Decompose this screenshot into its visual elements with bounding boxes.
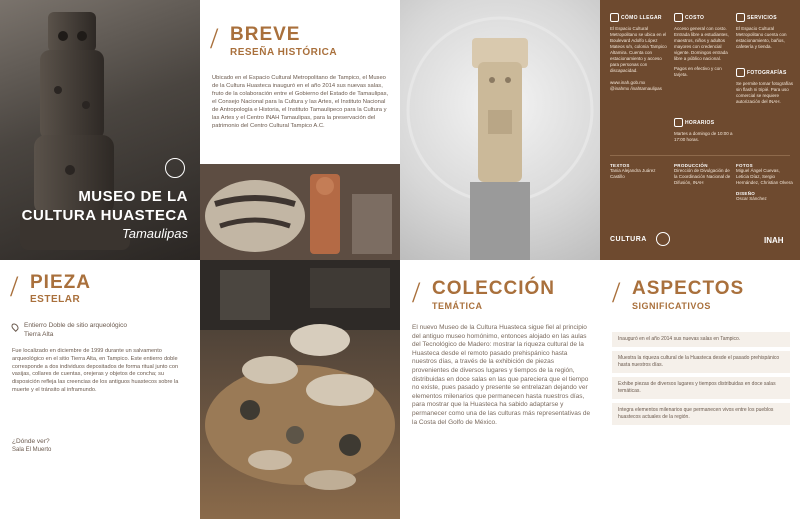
servicios-text: El Espacio Cultural Metropolitano cuenta con estacionamiento, baños, cafetería y tienda.: [736, 26, 787, 49]
cover-panel: [0, 0, 200, 260]
car-icon: [610, 13, 619, 22]
credit-produccion-title: PRODUCCIÓN: [674, 163, 708, 168]
burial-panel: [200, 260, 400, 519]
costo-section: [674, 13, 734, 78]
credit-diseno-title: DISEÑO: [736, 191, 756, 196]
como-llegar-text: El Espacio Cultural Metropolitano se ubica en el Boulevard Adolfo López Mateos s/n, colonia Tampico Altamira. Cuenta con estacionamiento y acceso para personas con discapacidad.: [610, 26, 667, 73]
cultura-logo: CULTURA: [610, 236, 647, 243]
credit-textos: [610, 163, 668, 180]
location-line-2: Tierra Alta: [24, 331, 54, 338]
cover-title-2: CULTURA HUASTECA: [21, 207, 188, 224]
aspectos-title: ASPECTOS: [632, 278, 745, 299]
horarios-text: Martes a domingo de 10:00 a 17:00 horas.: [674, 131, 733, 142]
fotos-title: FOTOGRAFÍAS: [747, 69, 787, 76]
resena-title: BREVE: [230, 24, 301, 45]
pieza-title: PIEZA: [30, 272, 91, 293]
aspecto-item-2: Muestra la riqueza cultural de la Huasteca desde el pasado prehispánico hasta nuestros días.: [612, 351, 790, 373]
costo-title: COSTO: [685, 14, 705, 21]
pagos-text: Pagos en efectivo y con tarjeta.: [674, 66, 722, 77]
resena-subtitle: RESEÑA HISTÓRICA: [230, 47, 338, 58]
pieza-subtitle: ESTELAR: [30, 294, 81, 305]
building-icon: [736, 13, 745, 22]
double-burial-image: [200, 260, 400, 519]
credit-fotos: [736, 163, 794, 202]
social-handles: @inahmx /inahtamaulipas: [610, 86, 662, 91]
figurine-panel: [400, 0, 600, 260]
credit-textos-text: Tania Alejandra Juárez Castillo: [610, 168, 656, 179]
resena-text: Ubicado en el Espacio Cultural Metropolitano de Tampico, el Museo de la Cultura Huasteca inauguró en el año 2014 sus nuevas salas, fruto de la colaboración entre el Gobierno del Estado de Tamaulipas, el Consejo Nacional para la Cultura y las Artes, el Instituto Nacional de Antropología e Historia, el Instituto Tamaulipeco para la Cultura y las Artes y el Centro INAH Tamaulipas, para la preservación del patrimonio del Centro Cultural Tampico A.C.: [212, 75, 389, 129]
cover-title-1: MUSEO DE LA: [78, 188, 188, 205]
aspectos-list: [612, 332, 790, 429]
credit-produccion-text: Dirección de Divulgación de la Coordinación Nacional de Difusión, INAH: [674, 168, 731, 185]
como-llegar-title: CÓMO LLEGAR: [621, 14, 662, 21]
coleccion-title: COLECCIÓN: [432, 278, 555, 299]
location-line-1: Entierro Doble de sitio arqueológico: [24, 322, 127, 329]
servicios-title: SERVICIOS: [747, 14, 777, 21]
fotos-text: Se permite tomar fotografías sin flash ni tripié. Para uso comercial se requiere autorización del INAH.: [736, 81, 794, 104]
coleccion-panel: / COLECCIÓN TEMÁTICA El nuevo Museo de la Cultura Huasteca sigue fiel al principio del antiguo museo homónimo, entonces alojado en las aulas del Tecnológico de Madero: mostrar la riqueza cultural de la Huasteca desde el remoto pasado prehispánico hasta nuestros días, a través de la exhibición de piezas provenientes de diversos lugares y tiempos de la región, distribuidas en doce salas en las que pareciera que el tiempo no existe, pues pasado y presente se entrelazan dejando ver elementos milenarios que permanecen hasta nuestros días, para mostrar que la Huasteca ha sabido adaptarse y permanecer como una de las culturas más representativas de la Costa del Golfo de México.: [400, 260, 600, 519]
info-divider: [610, 155, 790, 156]
web-url: www.inah.gob.mx: [610, 80, 646, 85]
aspectos-panel: / ASPECTOS SIGNIFICATIVOS Inauguró en el año 2014 sus nuevas salas en Tampico. Muestra la riqueza cultural de la Huasteca desde el pasado prehispánico hasta nuestros días. Exhibe piezas de diversos lugares y tiempos distribuidas en doce salas temáticas. Integra elementos milenarios que permanecen vivos entre los pueblos huastecos actuales de la región.: [600, 260, 800, 519]
ceramic-vessel-image: [200, 164, 400, 260]
horarios-section: [674, 118, 734, 143]
horarios-title: HORARIOS: [685, 119, 715, 126]
credit-produccion: [674, 163, 732, 186]
pieza-panel: / PIEZA ESTELAR Entierro Doble de sitio arqueológico Tierra Alta Fue localizado en diciembre de 1999 durante un salvamento arqueológico en el sitio Tierra Alta, en Tampico. Este entierro doble corresponde a dos individuos depositados de forma ritual junto con vasijas, collares de cuentas, orejeras y objetos de concha; su disposición refleja las creencias de los antiguos huastecos sobre la muerte y el tránsito al inframundo. ¿Dónde ver? Sala El Muerto: [0, 260, 200, 519]
pieza-text: Fue localizado en diciembre de 1999 durante un salvamento arqueológico en el sitio Tierra Alta, en Tampico. Este entierro doble corresponde a dos individuos depositados de forma ritual junto con vasijas, collares de cuentas, orejeras y objetos de concha; su disposición refleja las creencias de los antiguos huastecos sobre la muerte y el tránsito al inframundo.: [12, 348, 179, 393]
camera-icon: [736, 68, 745, 77]
cover-emblem-icon: [165, 158, 185, 178]
servicios-section: [736, 13, 794, 50]
stone-figurine-image: [400, 0, 600, 260]
location-pin-icon: [10, 322, 20, 332]
aspecto-item-3: Exhibe piezas de diversos lugares y tiempos distribuidas en doce salas temáticas.: [612, 377, 790, 399]
resena-panel: / BREVE RESEÑA HISTÓRICA Ubicado en el Espacio Cultural Metropolitano de Tampico, el Museo de la Cultura Huasteca inauguró en el año 2014 sus nuevas salas, fruto de la colaboración entre el Gobierno del Estado de Tamaulipas, el Consejo Nacional para la Cultura y las Artes, el Instituto Nacional de Antropología e Historia, el Instituto Tamaulipeco para la Cultura y las Artes y el Centro INAH Tamaulipas, para la preservación del patrimonio del Centro Cultural Tampico A.C.: [200, 0, 400, 260]
donde-ver-question: ¿Dónde ver?: [12, 438, 50, 445]
clock-icon: [674, 118, 683, 127]
aspecto-item-4: Integra elementos milenarios que permanecen vivos entre los pueblos huastecos actuales de la región.: [612, 403, 790, 425]
dollar-icon: [674, 13, 683, 22]
info-panel: [600, 0, 800, 260]
coleccion-text: El nuevo Museo de la Cultura Huasteca sigue fiel al principio del antiguo museo homónimo, entonces alojado en las aulas del Tecnológico de Madero: mostrar la riqueza cultural de la Huasteca desde el remoto pasado prehispánico hasta nuestros días, a través de la exhibición de piezas provenientes de diversos lugares y tiempos de la región, distribuidas en doce salas en las que pareciera que el tiempo no existe, pues pasado y presente se entrelazan dejando ver elementos milenarios que permanecen hasta nuestros días, para mostrar que la Huasteca ha sabido adaptarse y permanecer como una de las culturas más representativas de la Costa del Golfo de México.: [412, 324, 591, 426]
seal-icon: [656, 232, 670, 246]
credit-fotos-text: Miguel Ángel Cuevas, Leticia Díaz, Sergio Hernández, Christian Olvera: [736, 168, 793, 185]
como-llegar-section: [610, 13, 672, 92]
aspecto-item-1: Inauguró en el año 2014 sus nuevas salas en Tampico.: [612, 332, 790, 347]
credit-fotos-title: FOTOS: [736, 163, 753, 168]
coleccion-subtitle: TEMÁTICA: [432, 301, 483, 311]
inah-logo: INAH: [764, 236, 784, 245]
credit-diseno-text: Oscar Sánchez: [736, 196, 767, 201]
donde-ver-answer: Sala El Muerto: [12, 447, 52, 453]
costo-text: Acceso general con costo. Entrada libre a estudiantes, maestros, niños y adultos mayores con credencial vigente. Domingos entrada libre a público nacional.: [674, 26, 729, 61]
aspectos-subtitle: SIGNIFICATIVOS: [632, 301, 711, 311]
cover-subtitle: Tamaulipas: [121, 226, 188, 241]
credit-textos-title: TEXTOS: [610, 163, 630, 168]
fotos-section: [736, 68, 794, 105]
